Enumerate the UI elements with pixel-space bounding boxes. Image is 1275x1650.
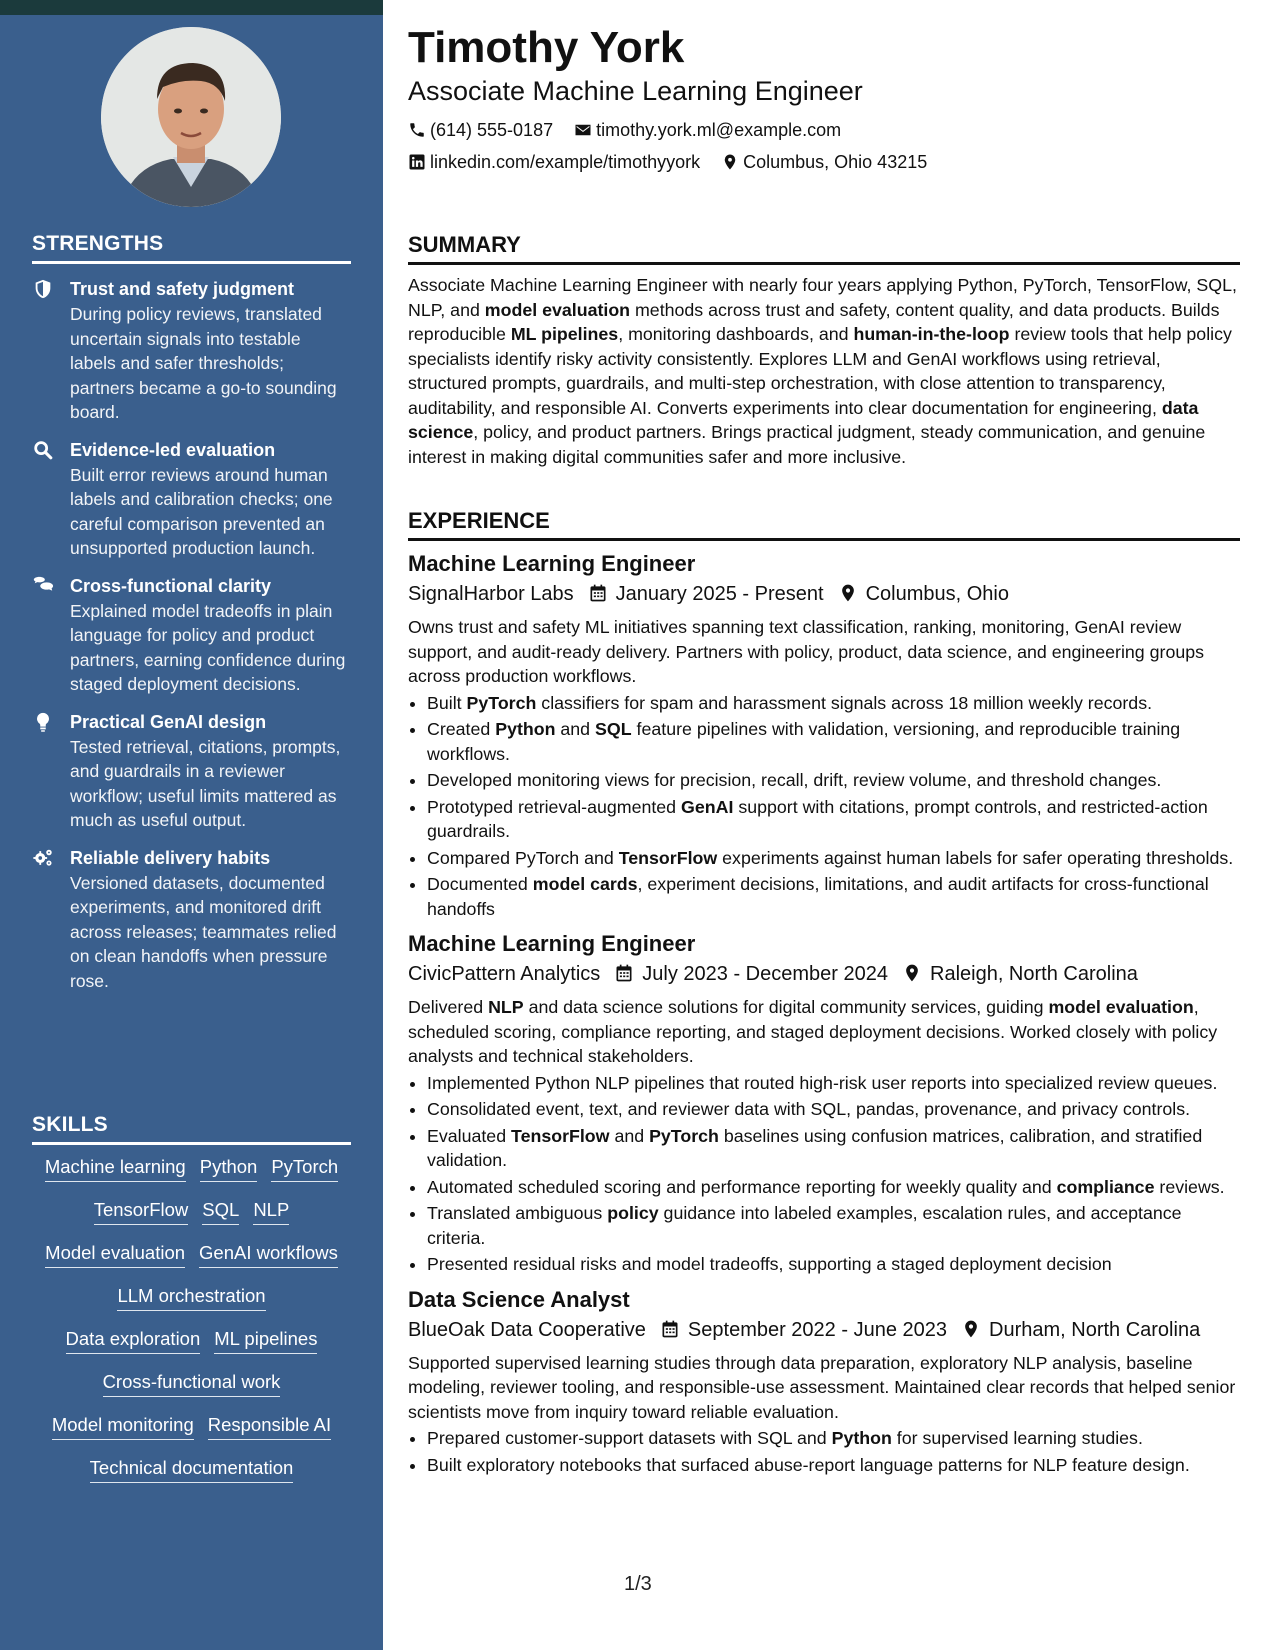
- envelope-icon: [574, 121, 592, 139]
- strength-description: During policy reviews, translated uncertain signals into testable labels and safer thresholds; partners became a go-to sounding board.: [70, 304, 337, 422]
- text-segment: and data science solutions for digital community services, guiding: [523, 997, 1049, 1017]
- linkedin-text: linkedin.com/example/timothyyork: [430, 152, 701, 172]
- text-segment: Created: [427, 719, 496, 739]
- job-dates: [588, 579, 824, 610]
- bold-text: model evaluation: [1048, 997, 1194, 1017]
- job-location: [902, 959, 1138, 990]
- skill-tag: Responsible AI: [208, 1413, 331, 1440]
- skills-heading: SKILLS: [32, 1113, 351, 1145]
- bullet-item: [427, 1097, 1240, 1122]
- contact-row-2: [408, 146, 1240, 178]
- text-segment: Presented residual risks and model tradeoffs, supporting a staged deployment decision: [427, 1254, 1112, 1274]
- skill-tag: SQL: [202, 1198, 239, 1225]
- strength-description: Built error reviews around human labels and calibration checks; one careful comparison prevented an unsupported production launch.: [70, 464, 333, 558]
- profile-photo: [101, 27, 281, 207]
- bold-text: TensorFlow: [618, 847, 718, 868]
- strength-description: Versioned datasets, documented experiments, and monitored drift across releases; teammates relied on clean handoffs when pressure rose.: [70, 872, 337, 991]
- skill-row: [32, 1284, 351, 1312]
- bold-text: PyTorch: [649, 1125, 719, 1146]
- job-dates: [614, 959, 888, 990]
- experience-section: [408, 508, 1240, 1479]
- job-description: [408, 615, 1240, 689]
- bullet-item: [427, 1426, 1240, 1451]
- text-segment: feature pipelines with validation, versioning, and reproducible training workflows.: [427, 719, 1181, 764]
- location-pin-icon: [838, 583, 866, 605]
- job-title: Machine Learning Engineer: [408, 931, 696, 956]
- skill-row: [32, 1155, 351, 1183]
- strengths-heading: STRENGTHS: [32, 232, 351, 264]
- job-title: Machine Learning Engineer: [408, 551, 696, 576]
- job-description: [408, 995, 1240, 1069]
- bold-text: compliance: [1056, 1176, 1155, 1197]
- text-segment: Evaluated: [427, 1125, 512, 1146]
- skill-row: [32, 1370, 351, 1398]
- bold-text: NLP: [488, 997, 524, 1017]
- dates-text: July 2023 - December 2024: [642, 963, 888, 985]
- jobs-list: [408, 549, 1240, 1477]
- strength-item: [32, 438, 351, 561]
- text-segment: Automated scheduled scoring and performance reporting for weekly quality and: [427, 1176, 1057, 1197]
- calendar-icon: [660, 1319, 688, 1341]
- text-segment: Prototyped retrieval-augmented: [427, 796, 682, 817]
- location-text: Columbus, Ohio: [865, 583, 1009, 605]
- strength-description: Explained model tradeoffs in plain language for policy and product partners, earning confidence during staged deployment decisions.: [70, 600, 346, 694]
- strength-title: Practical GenAI design: [70, 711, 267, 732]
- skill-row: [32, 1241, 351, 1269]
- contact-row-1: [408, 114, 1240, 146]
- email-contact[interactable]: [574, 114, 841, 146]
- location-text: Durham, North Carolina: [989, 1318, 1201, 1341]
- skill-tag: Cross-functional work: [103, 1370, 281, 1397]
- bold-text: TensorFlow: [511, 1125, 610, 1146]
- skill-tag: TensorFlow: [94, 1198, 189, 1225]
- calendar-icon: [588, 583, 616, 605]
- text-segment: Supported supervised learning studies through data preparation, exploratory NLP analysis, baseline modeling, reviewer tooling, and responsible-use assessment. Maintained clear records that helped senior scientists move from inquiry toward reliable evaluation.: [408, 1352, 1236, 1422]
- text-segment: review tools that help policy specialists identify risky activity consistently. Explores LLM and GenAI workflows using retrieval, structured prompts, guardrails, and multi-step orchestration, with close attention to transparency, auditability, and responsible AI. Converts experiments into clear documentation for engineering,: [408, 324, 1232, 418]
- skill-tag: Technical documentation: [90, 1456, 294, 1483]
- skill-tag: ML pipelines: [214, 1327, 317, 1354]
- company-name: CivicPattern Analytics: [408, 963, 601, 985]
- candidate-role: Associate Machine Learning Engineer: [408, 76, 863, 106]
- job-meta: [408, 1315, 1240, 1346]
- dates-text: September 2022 - June 2023: [687, 1318, 947, 1341]
- text-segment: Compared PyTorch and: [427, 847, 619, 868]
- text-segment: Built exploratory notebooks that surfaced abuse-report language patterns for NLP feature design.: [427, 1454, 1190, 1475]
- location-text: Raleigh, North Carolina: [930, 963, 1138, 985]
- bullet-item: [427, 717, 1240, 766]
- text-segment: Owns trust and safety ML initiatives spanning text classification, ranking, monitoring, GenAI review support, and audit-ready delivery. Partners with policy, product, data science, and engineering groups across production workflows.: [408, 617, 1205, 686]
- text-segment: and: [555, 719, 596, 739]
- bold-text: Python: [831, 1428, 892, 1448]
- text-segment: Associate Machine Learning Engineer with nearly four years applying Python, PyTorch, TensorFlow, SQL, NLP, and: [408, 275, 1237, 320]
- summary-text: [408, 273, 1240, 469]
- skill-row: [32, 1456, 351, 1484]
- linkedin-icon: [408, 153, 426, 171]
- skill-tag: Data exploration: [66, 1327, 201, 1354]
- bullet-item: [427, 1453, 1240, 1478]
- phone-contact[interactable]: [408, 114, 553, 146]
- bold-text: SQL: [595, 719, 632, 739]
- job-description: [408, 1351, 1240, 1425]
- lightbulb-icon: [32, 711, 54, 733]
- job-bullets: [408, 1071, 1240, 1277]
- bold-text: ML pipelines: [510, 324, 619, 344]
- text-segment: classifiers for spam and harassment signals across 18 million weekly records.: [536, 692, 1153, 713]
- skill-tag: GenAI workflows: [199, 1241, 338, 1268]
- chat-icon: [32, 575, 54, 597]
- skills-list: [32, 1145, 351, 1484]
- sidebar: [0, 0, 383, 1650]
- text-segment: Built: [427, 692, 467, 713]
- text-segment: Consolidated event, text, and reviewer data with SQL, pandas, provenance, and privacy controls.: [427, 1099, 1191, 1119]
- strength-title: Evidence-led evaluation: [70, 439, 276, 460]
- text-segment: methods across trust and safety, content quality, and data products. Builds reproducible: [408, 299, 1220, 344]
- text-segment: , policy, and product partners. Brings practical judgment, steady communication, and genuine interest in making digital communities safer and more inclusive.: [408, 422, 1206, 467]
- shield-icon: [32, 278, 54, 300]
- bold-text: policy: [607, 1203, 659, 1223]
- bullet-item: [427, 1124, 1240, 1173]
- bold-text: human-in-the-loop: [853, 324, 1010, 344]
- company-name: BlueOak Data Cooperative: [408, 1318, 646, 1341]
- skill-tag: NLP: [253, 1198, 289, 1225]
- search-icon: [32, 439, 54, 461]
- job-location: [838, 579, 1009, 610]
- skill-tag: Python: [200, 1155, 258, 1182]
- header: [408, 22, 1240, 178]
- calendar-icon: [614, 963, 642, 985]
- text-segment: and: [609, 1125, 650, 1146]
- bullet-item: [427, 795, 1240, 844]
- bullet-item: [427, 1201, 1240, 1250]
- candidate-name: Timothy York: [408, 23, 685, 72]
- phone-icon: [408, 121, 426, 139]
- bullet-item: [427, 1252, 1240, 1277]
- bold-text: GenAI: [681, 796, 734, 817]
- location-pin-icon: [961, 1319, 989, 1341]
- summary-heading: SUMMARY: [408, 232, 1240, 265]
- phone-text: (614) 555-0187: [430, 120, 554, 140]
- bold-text: PyTorch: [466, 692, 537, 713]
- strength-description: Tested retrieval, citations, prompts, and guardrails in a reviewer workflow; useful limits mattered as much as useful output.: [70, 736, 341, 830]
- job-location: [961, 1315, 1200, 1346]
- page-number: 1/3: [624, 1573, 652, 1595]
- gears-icon: [32, 847, 54, 869]
- job-dates: [660, 1315, 947, 1346]
- job-bullets: [408, 691, 1240, 922]
- text-segment: for supervised learning studies.: [891, 1428, 1143, 1448]
- skill-tag: Model monitoring: [52, 1413, 194, 1440]
- strength-title: Trust and safety judgment: [70, 279, 295, 299]
- text-segment: , experiment decisions, limitations, and audit artifacts for cross-functional handoffs: [427, 874, 1209, 919]
- location-pin-icon: [902, 963, 930, 985]
- experience-heading: EXPERIENCE: [408, 508, 1240, 541]
- job-entry: [408, 1285, 1240, 1478]
- bullet-item: [427, 872, 1240, 921]
- strength-item: [32, 277, 351, 425]
- skill-row: [32, 1413, 351, 1441]
- text-segment: Developed monitoring views for precision, recall, drift, review volume, and threshold changes.: [427, 770, 1162, 790]
- strengths-list: [32, 277, 351, 993]
- bold-text: model evaluation: [484, 299, 631, 320]
- bold-text: data science: [408, 397, 1199, 442]
- job-bullets: [408, 1426, 1240, 1477]
- text-segment: experiments against human labels for safer operating thresholds.: [717, 847, 1234, 868]
- skill-tag: Model evaluation: [45, 1241, 185, 1268]
- job-meta: [408, 579, 1240, 610]
- text-segment: Documented: [427, 874, 533, 894]
- text-segment: guidance into labeled examples, escalation rules, and acceptance criteria.: [427, 1203, 1182, 1248]
- location-text: Columbus, Ohio 43215: [743, 152, 928, 172]
- job-meta: [408, 959, 1240, 990]
- skill-tag: Machine learning: [45, 1155, 186, 1182]
- bold-text: model cards: [532, 874, 638, 894]
- job-entry: [408, 549, 1240, 921]
- bullet-item: [427, 768, 1240, 793]
- strength-item: [32, 846, 351, 994]
- location-pin-icon: [721, 153, 739, 171]
- skill-row: [32, 1327, 351, 1355]
- bullet-item: [427, 691, 1240, 716]
- text-segment: reviews.: [1154, 1176, 1225, 1197]
- bullet-item: [427, 1071, 1240, 1096]
- strength-item: [32, 710, 351, 833]
- strength-title: Reliable delivery habits: [70, 847, 271, 868]
- text-segment: baselines using confusion matrices, calibration, and stratified validation.: [427, 1125, 1203, 1170]
- bold-text: Python: [495, 719, 556, 739]
- location-contact: [721, 146, 927, 178]
- sidebar-top-bar: [0, 0, 383, 15]
- text-segment: support with citations, prompt controls, and restricted-action guardrails.: [427, 796, 1208, 841]
- summary-section: [408, 232, 1240, 469]
- text-segment: Implemented Python NLP pipelines that routed high-risk user reports into specialized review queues.: [427, 1072, 1218, 1093]
- text-segment: , monitoring dashboards, and: [618, 324, 854, 344]
- skill-row: [32, 1198, 351, 1226]
- dates-text: January 2025 - Present: [615, 583, 824, 605]
- text-segment: Translated ambiguous: [427, 1203, 608, 1223]
- job-entry: [408, 929, 1240, 1277]
- bullet-item: [427, 846, 1240, 871]
- skills-section: [32, 1113, 351, 1499]
- email-text: timothy.york.ml@example.com: [596, 120, 842, 140]
- strength-title: Cross-functional clarity: [70, 575, 272, 596]
- text-segment: Delivered: [408, 997, 489, 1017]
- skill-tag: LLM orchestration: [117, 1284, 265, 1311]
- strength-item: [32, 574, 351, 697]
- text-segment: , scheduled scoring, compliance reporting, and staged deployment decisions. Worked closely with policy analysts and technical stakeholders.: [408, 997, 1218, 1066]
- linkedin-contact[interactable]: [408, 146, 700, 178]
- strengths-section: [32, 232, 351, 993]
- bullet-item: [427, 1175, 1240, 1200]
- text-segment: Prepared customer-support datasets with SQL and: [427, 1428, 832, 1448]
- skill-tag: PyTorch: [271, 1155, 338, 1182]
- job-title: Data Science Analyst: [408, 1286, 630, 1312]
- company-name: SignalHarbor Labs: [408, 583, 574, 605]
